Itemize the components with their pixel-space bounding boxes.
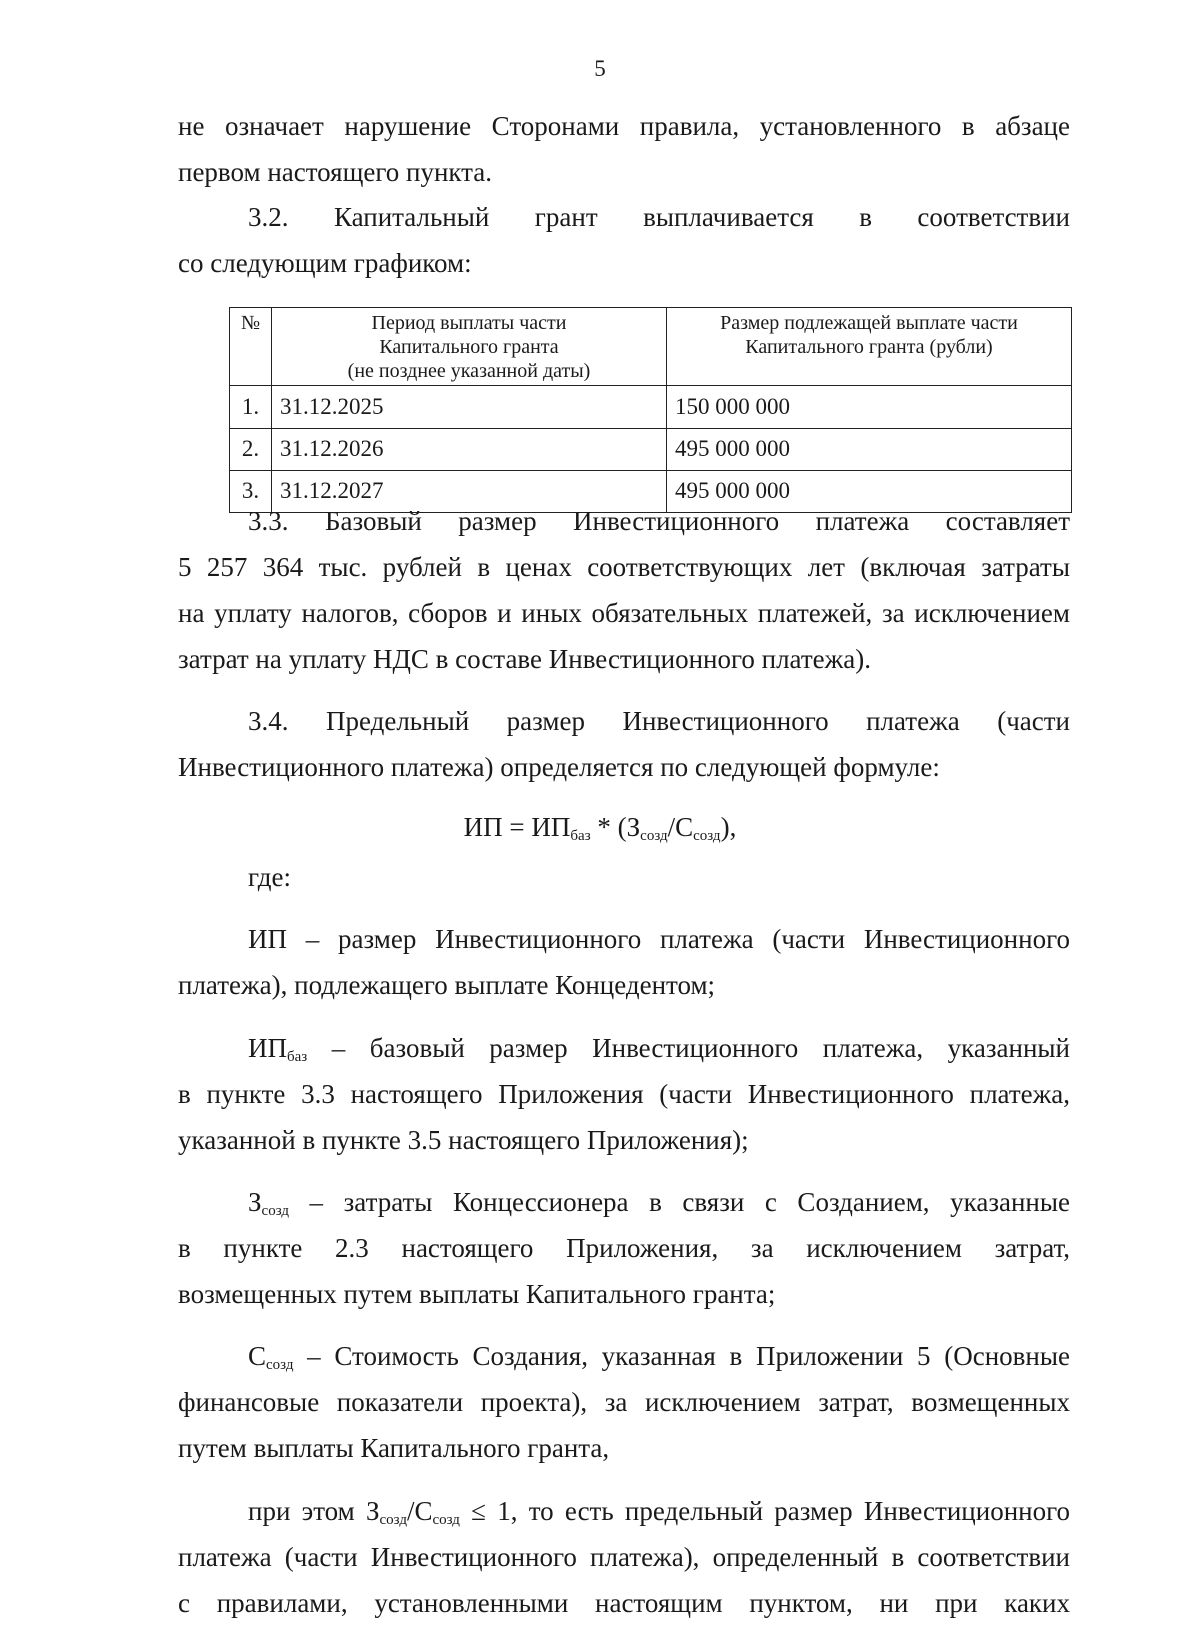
clause-3-2-line-1: 3.2. Капитальный грант выплачивается в соответствии <box>248 202 1070 232</box>
payment-formula: ИП = $ИП_{баз} * (З_{созд}/С_{созд})$, <box>463 812 737 844</box>
condition-line-1: при этом $З_{созд}/С_{созд} \le 1$, то есть предельный размер Инвестиционного <box>248 1496 1070 1528</box>
row-num: 3. <box>230 470 272 512</box>
grant-schedule-table <box>229 307 1072 513</box>
row-date: 31.12.2025 <box>272 386 667 428</box>
condition-line-2: платежа (части Инвестиционного платежа), определенный в соответствии <box>178 1542 1070 1572</box>
header-num: № <box>230 308 272 386</box>
def-ip-line-2: платежа), подлежащего выплате Концедентом; <box>178 970 716 1000</box>
row-date: 31.12.2027 <box>272 470 667 512</box>
header-period: Период выплаты части Капитального гранта (не позднее указанной даты) <box>272 308 667 386</box>
row-date: 31.12.2026 <box>272 428 667 470</box>
row-num: 2. <box>230 428 272 470</box>
def-zsozd-line-1: $З_{созд}$ – затраты Концессионера в связи с Созданием, указанные <box>248 1187 1070 1219</box>
clause-3-4-line-2: Инвестиционного платежа) определяется по следующей формуле: <box>178 752 940 782</box>
clause-3-2-line-2: со следующим графиком: <box>178 248 472 278</box>
def-csozd-line-1: $С_{созд}$ – Стоимость Создания, указанная в Приложении 5 (Основные <box>248 1341 1070 1373</box>
def-ip-line-1: ИП – размер Инвестиционного платежа (части Инвестиционного <box>248 924 1070 954</box>
def-ipbaz-line-1: $ИП_{баз}$ – базовый размер Инвестиционного платежа, указанный <box>248 1033 1070 1065</box>
def-csozd-line-2: финансовые показатели проекта), за исключением затрат, возмещенных <box>178 1387 1070 1417</box>
condition-line-3: с правилами, установленными настоящим пунктом, ни при каких <box>178 1588 1070 1618</box>
def-zsozd-line-3: возмещенных путем выплаты Капитального гранта; <box>178 1279 776 1309</box>
def-ipbaz-line-2: в пункте 3.3 настоящего Приложения (части Инвестиционного платежа, <box>178 1079 1070 1109</box>
clause-3-3-line-3: на уплату налогов, сборов и иных обязательных платежей, за исключением <box>178 598 1070 628</box>
where-label: где: <box>248 862 291 892</box>
intro-line-2: первом настоящего пункта. <box>178 157 493 187</box>
row-amount: 495 000 000 <box>667 470 1072 512</box>
clause-3-4-line-1: 3.4. Предельный размер Инвестиционного платежа (части <box>248 706 1070 736</box>
row-amount: 495 000 000 <box>667 428 1072 470</box>
def-zsozd-line-2: в пункте 2.3 настоящего Приложения, за исключением затрат, <box>178 1233 1070 1263</box>
row-num: 1. <box>230 386 272 428</box>
table-header-row <box>230 308 1072 386</box>
def-csozd-line-3: путем выплаты Капитального гранта, <box>178 1433 610 1463</box>
header-amount: Размер подлежащей выплате части Капитального гранта (рубли) <box>667 308 1072 386</box>
clause-3-3-line-2: 5 257 364 тыс. рублей в ценах соответствующих лет (включая затраты <box>178 552 1070 582</box>
clause-3-3-line-4: затрат на уплату НДС в составе Инвестиционного платежа). <box>178 644 871 674</box>
def-ipbaz-line-3: указанной в пункте 3.5 настоящего Приложения); <box>178 1125 749 1155</box>
table-row <box>230 386 1072 428</box>
table-row <box>230 428 1072 470</box>
intro-line-1: не означает нарушение Сторонами правила, установленного в абзаце <box>178 111 1070 141</box>
row-amount: 150 000 000 <box>667 386 1072 428</box>
page-number: 5 <box>594 56 606 81</box>
clause-3-3-line-1: 3.3. Базовый размер Инвестиционного платежа составляет <box>248 506 1070 536</box>
